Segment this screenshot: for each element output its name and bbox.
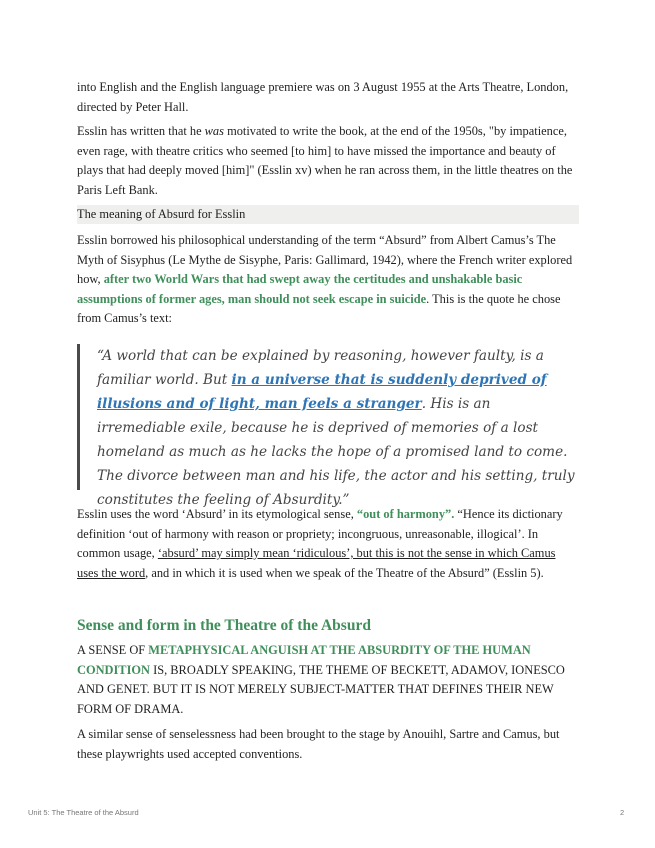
paragraph-motivation-italic: was xyxy=(204,124,224,138)
paragraph-etymology-text-2: “Hence its dictionary definition ‘out of harmony with reason or propriety; incongruous, unreasonable, illogical’. In common usage, xyxy=(77,507,563,560)
paragraph-caps-text-1: A SENSE OF xyxy=(77,643,149,657)
paragraph-camus-highlight: after two World Wars that had swept away the certitudes and unshakable basic assumptions of former ages, man should not seek escape in suicide xyxy=(77,272,523,306)
subheading-text: The meaning of Absurd for Esslin xyxy=(77,207,246,221)
paragraph-caps-theme xyxy=(77,641,579,719)
paragraph-caps-highlight: METAPHYSICAL ANGUISH AT THE ABSURDITY OF THE HUMAN CONDITION xyxy=(77,643,531,677)
paragraph-etymology-text-1: Esslin uses the word ‘Absurd’ in its etymological sense, xyxy=(77,507,357,521)
paragraph-caps-text-2: IS, BROADLY SPEAKING, THE THEME OF BECKETT, ADAMOV, IONESCO AND GENET. BUT IT IS NOT MERELY SUBJECT-MATTER THAT DEFINES THEIR NEW FORM OF DRAMA. xyxy=(77,662,565,716)
paragraph-etymology-underlined: ‘absurd’ may simply mean ‘ridiculous’, but this is not the sense in which Camus uses the word xyxy=(77,546,556,580)
blockquote-text xyxy=(97,344,583,512)
paragraph-etymology-text-3: , and in which it is used when we speak of the Theatre of the Absurd” (Esslin 5). xyxy=(145,565,544,580)
paragraph-etymology xyxy=(77,505,579,583)
blockquote-text-2: . His is an irremediable exile, because he is deprived of memories of a lost homeland as much as he lacks the hope of a promised land to come. The divorce between man and his life, the actor and his setting, truly constitutes the feeling of Absurdity.” xyxy=(97,396,575,508)
blockquote-highlight: in a universe that is suddenly deprived of illusions and of light, man feels a stranger xyxy=(97,372,547,412)
paragraph-camus-text-2: . This is the quote he chose from Camus’s text: xyxy=(77,291,561,325)
subheading-bar xyxy=(77,205,579,224)
paragraph-conventions-text: A similar sense of senselessness had been brought to the stage by Anouihl, Sartre and Camus, but these playwrights used accepted conventions. xyxy=(77,727,560,761)
blockquote-text-1: “A world that can be explained by reasoning, however faulty, is a familiar world. But xyxy=(97,348,544,388)
paragraph-conventions xyxy=(77,725,579,764)
paragraph-motivation xyxy=(77,122,579,200)
camus-blockquote xyxy=(77,344,582,508)
footer-page-number: 2 xyxy=(620,808,625,817)
footer-unit-title: Unit 5: The Theatre of the Absurd xyxy=(28,808,139,817)
paragraph-motivation-text-2: motivated to write the book, at the end of the 1950s, "by impatience, even rage, with theatre critics who seemed [to him] to have missed the importance and beauty of plays that had deeply moved [him]" (Esslin xv) when he ran across them, in the little theatres on the Paris Left Bank. xyxy=(77,124,573,197)
paragraph-premiere-text: into English and the English language premiere was on 3 August 1955 at the Arts Theatre, London, directed by Peter Hall. xyxy=(77,80,569,114)
section-heading: Sense and form in the Theatre of the Absurd xyxy=(77,617,371,634)
paragraph-camus-text-1: Esslin borrowed his philosophical understanding of the term “Absurd” from Albert Camus’s The Myth of Sisyphus (Le Mythe de Sisyphe, Paris: Gallimard, 1942), where the French writer explored how, xyxy=(77,233,573,286)
paragraph-etymology-highlight: “out of harmony”. xyxy=(356,507,455,521)
paragraph-premiere xyxy=(77,78,579,117)
paragraph-camus xyxy=(77,231,579,329)
paragraph-motivation-text-1: Esslin has written that he xyxy=(77,124,205,138)
